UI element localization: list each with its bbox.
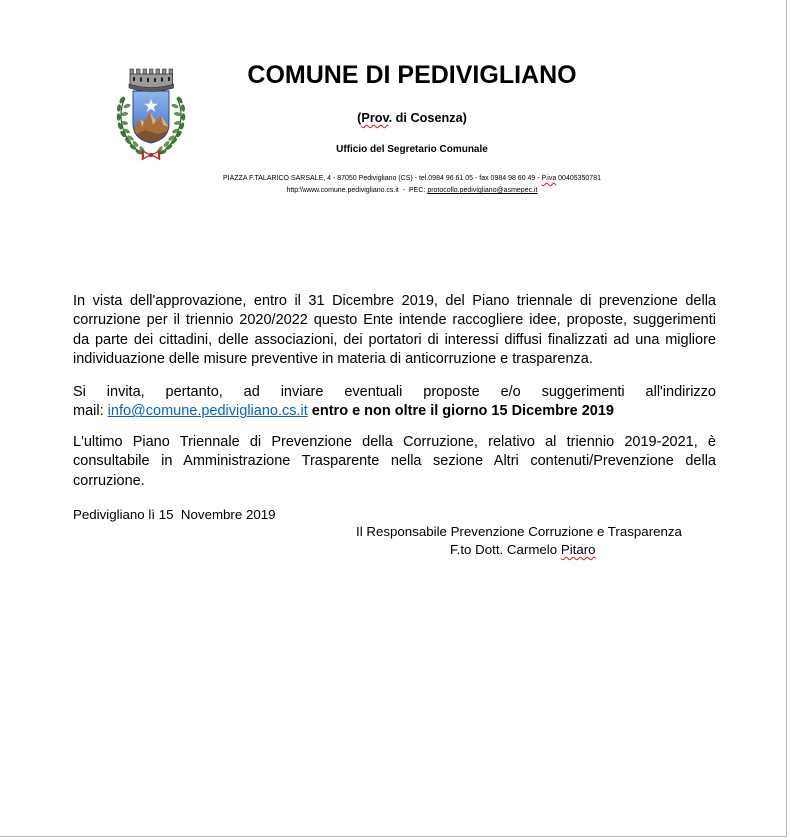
address-main: PIAZZA F.TALARICO SARSALE, 4 - 87050 Pedivigliano (CS) - tel.0984 96 61 05 - fax 0984 98 60 49 - xyxy=(223,175,542,182)
paragraph-line: corruzione. xyxy=(73,472,145,489)
paragraph-line: individuazione delle misure preventive in materia di anticorruzione e trasparenza. xyxy=(73,351,593,368)
mail-label: mail: xyxy=(73,403,104,420)
paragraph-line: consultabile in Amministrazione Trasparente nella sezione Altri contenuti/Prevenzione della xyxy=(73,453,716,470)
signature-surname: Pitaro xyxy=(560,542,596,557)
page-title: COMUNE DI PEDIVIGLIANO xyxy=(247,61,577,89)
paragraph-line xyxy=(73,402,716,421)
province-open: ( xyxy=(357,111,362,125)
address-line xyxy=(112,174,712,183)
province-label xyxy=(112,110,712,126)
contacts-separator: - xyxy=(398,187,410,194)
vat-label: P.iva xyxy=(541,175,557,182)
paragraph-invitation xyxy=(73,383,716,422)
paragraph-line: Si invita, pertanto, ad inviare eventuali proposte e/o suggerimenti all'indirizzo xyxy=(73,384,716,400)
paragraph-line: corruzione per il triennio 2020/2022 questo Ente intende raccogliere idee, proposte, suggerimenti xyxy=(73,312,716,329)
paragraph-current-plan xyxy=(73,433,716,491)
province-abbrev: Prov xyxy=(361,111,389,125)
paragraph-line: In vista dell'approvazione, entro il 31 Dicembre 2019, del Piano triennale di prevenzione della xyxy=(73,293,716,309)
paragraph-line: L'ultimo Piano Triennale di Prevenzione della Corruzione, relativo al triennio 2019-2021, è xyxy=(73,434,716,450)
pec-label: PEC: xyxy=(409,187,428,194)
contacts-line xyxy=(112,186,712,195)
signature-name xyxy=(450,541,596,559)
paragraph-line: da parte dei cittadini, delle associazioni, dei portatori di interessi diffusi finalizzati ad una migliore xyxy=(73,331,716,348)
place-date: Pedivigliano lì 15 Novembre 2019 xyxy=(73,507,276,522)
email-link[interactable]: info@comune.pedivigliano.cs.it xyxy=(107,403,308,420)
signature-role: Il Responsabile Prevenzione Corruzione e Trasparenza xyxy=(356,524,682,539)
signature-name-prefix: F.to Dott. Carmelo xyxy=(450,542,561,557)
vat-number: 00405350781 xyxy=(556,175,601,182)
pec-email-link[interactable]: protocollo.pedivigliano@asmepec.it xyxy=(427,187,538,194)
province-rest: . di Cosenza) xyxy=(388,111,467,125)
website-text: http:\\www.comune.pedivigliano.cs.it xyxy=(286,187,399,194)
paragraph-announcement xyxy=(73,292,716,370)
deadline-text: entro e non oltre il giorno 15 Dicembre 2019 xyxy=(311,403,614,420)
office-name: Ufficio del Segretario Comunale xyxy=(336,144,488,155)
